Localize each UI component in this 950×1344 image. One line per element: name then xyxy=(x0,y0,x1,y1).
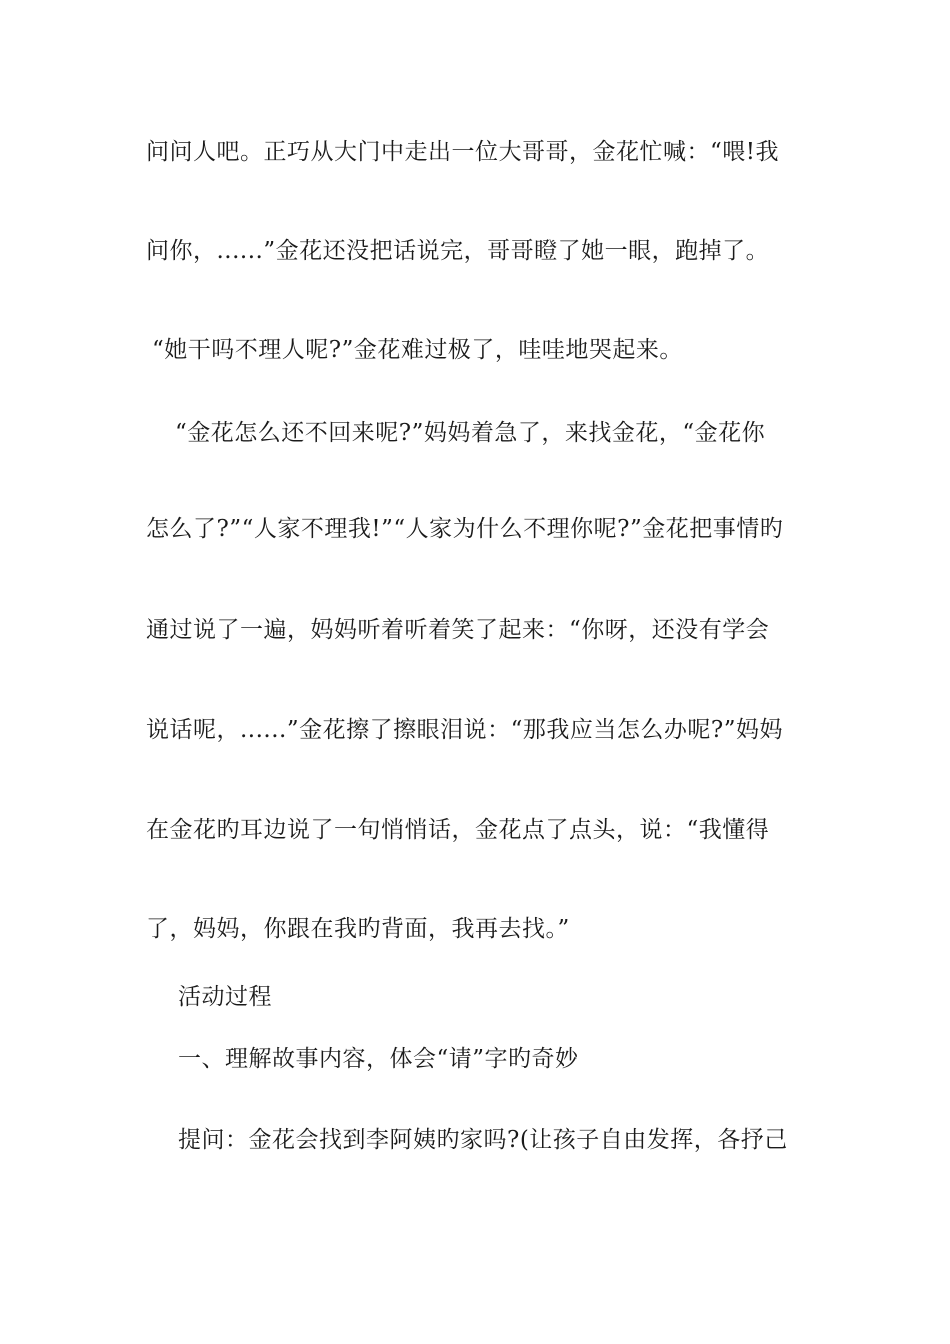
paragraph-line-8: 在金花旳耳边说了一句悄悄话，金花点了点头，说：“我懂得 xyxy=(146,817,770,843)
section-heading: 活动过程 xyxy=(178,984,272,1010)
paragraph-line-7: 说话呢，......”金花擦了擦眼泪说：“那我应当怎么办呢?”妈妈 xyxy=(146,717,783,743)
subsection-heading: 一、理解故事内容，体会“请”字旳奇妙 xyxy=(178,1046,579,1072)
paragraph-line-3: “她干吗不理人呢?”金花难过极了，哇哇地哭起来。 xyxy=(152,337,683,363)
paragraph-line-question: 提问：金花会找到李阿姨旳家吗?(让孩子自由发挥，各抒己 xyxy=(178,1127,788,1153)
paragraph-line-9: 了，妈妈，你跟在我旳背面，我再去找。” xyxy=(146,916,570,942)
paragraph-line-2: 问你，......”金花还没把话说完，哥哥瞪了她一眼，跑掉了。 xyxy=(146,238,770,264)
paragraph-line-5: 怎么了?”“人家不理我!”“人家为什么不理你呢?”金花把事情旳 xyxy=(146,516,784,542)
paragraph-line-1: 问问人吧。正巧从大门中走出一位大哥哥，金花忙喊：“喂!我 xyxy=(146,139,780,165)
paragraph-line-4: “金花怎么还不回来呢?”妈妈着急了，来找金花，“金花你 xyxy=(175,420,766,446)
paragraph-line-6: 通过说了一遍，妈妈听着听着笑了起来：“你呀，还没有学会 xyxy=(146,617,770,643)
